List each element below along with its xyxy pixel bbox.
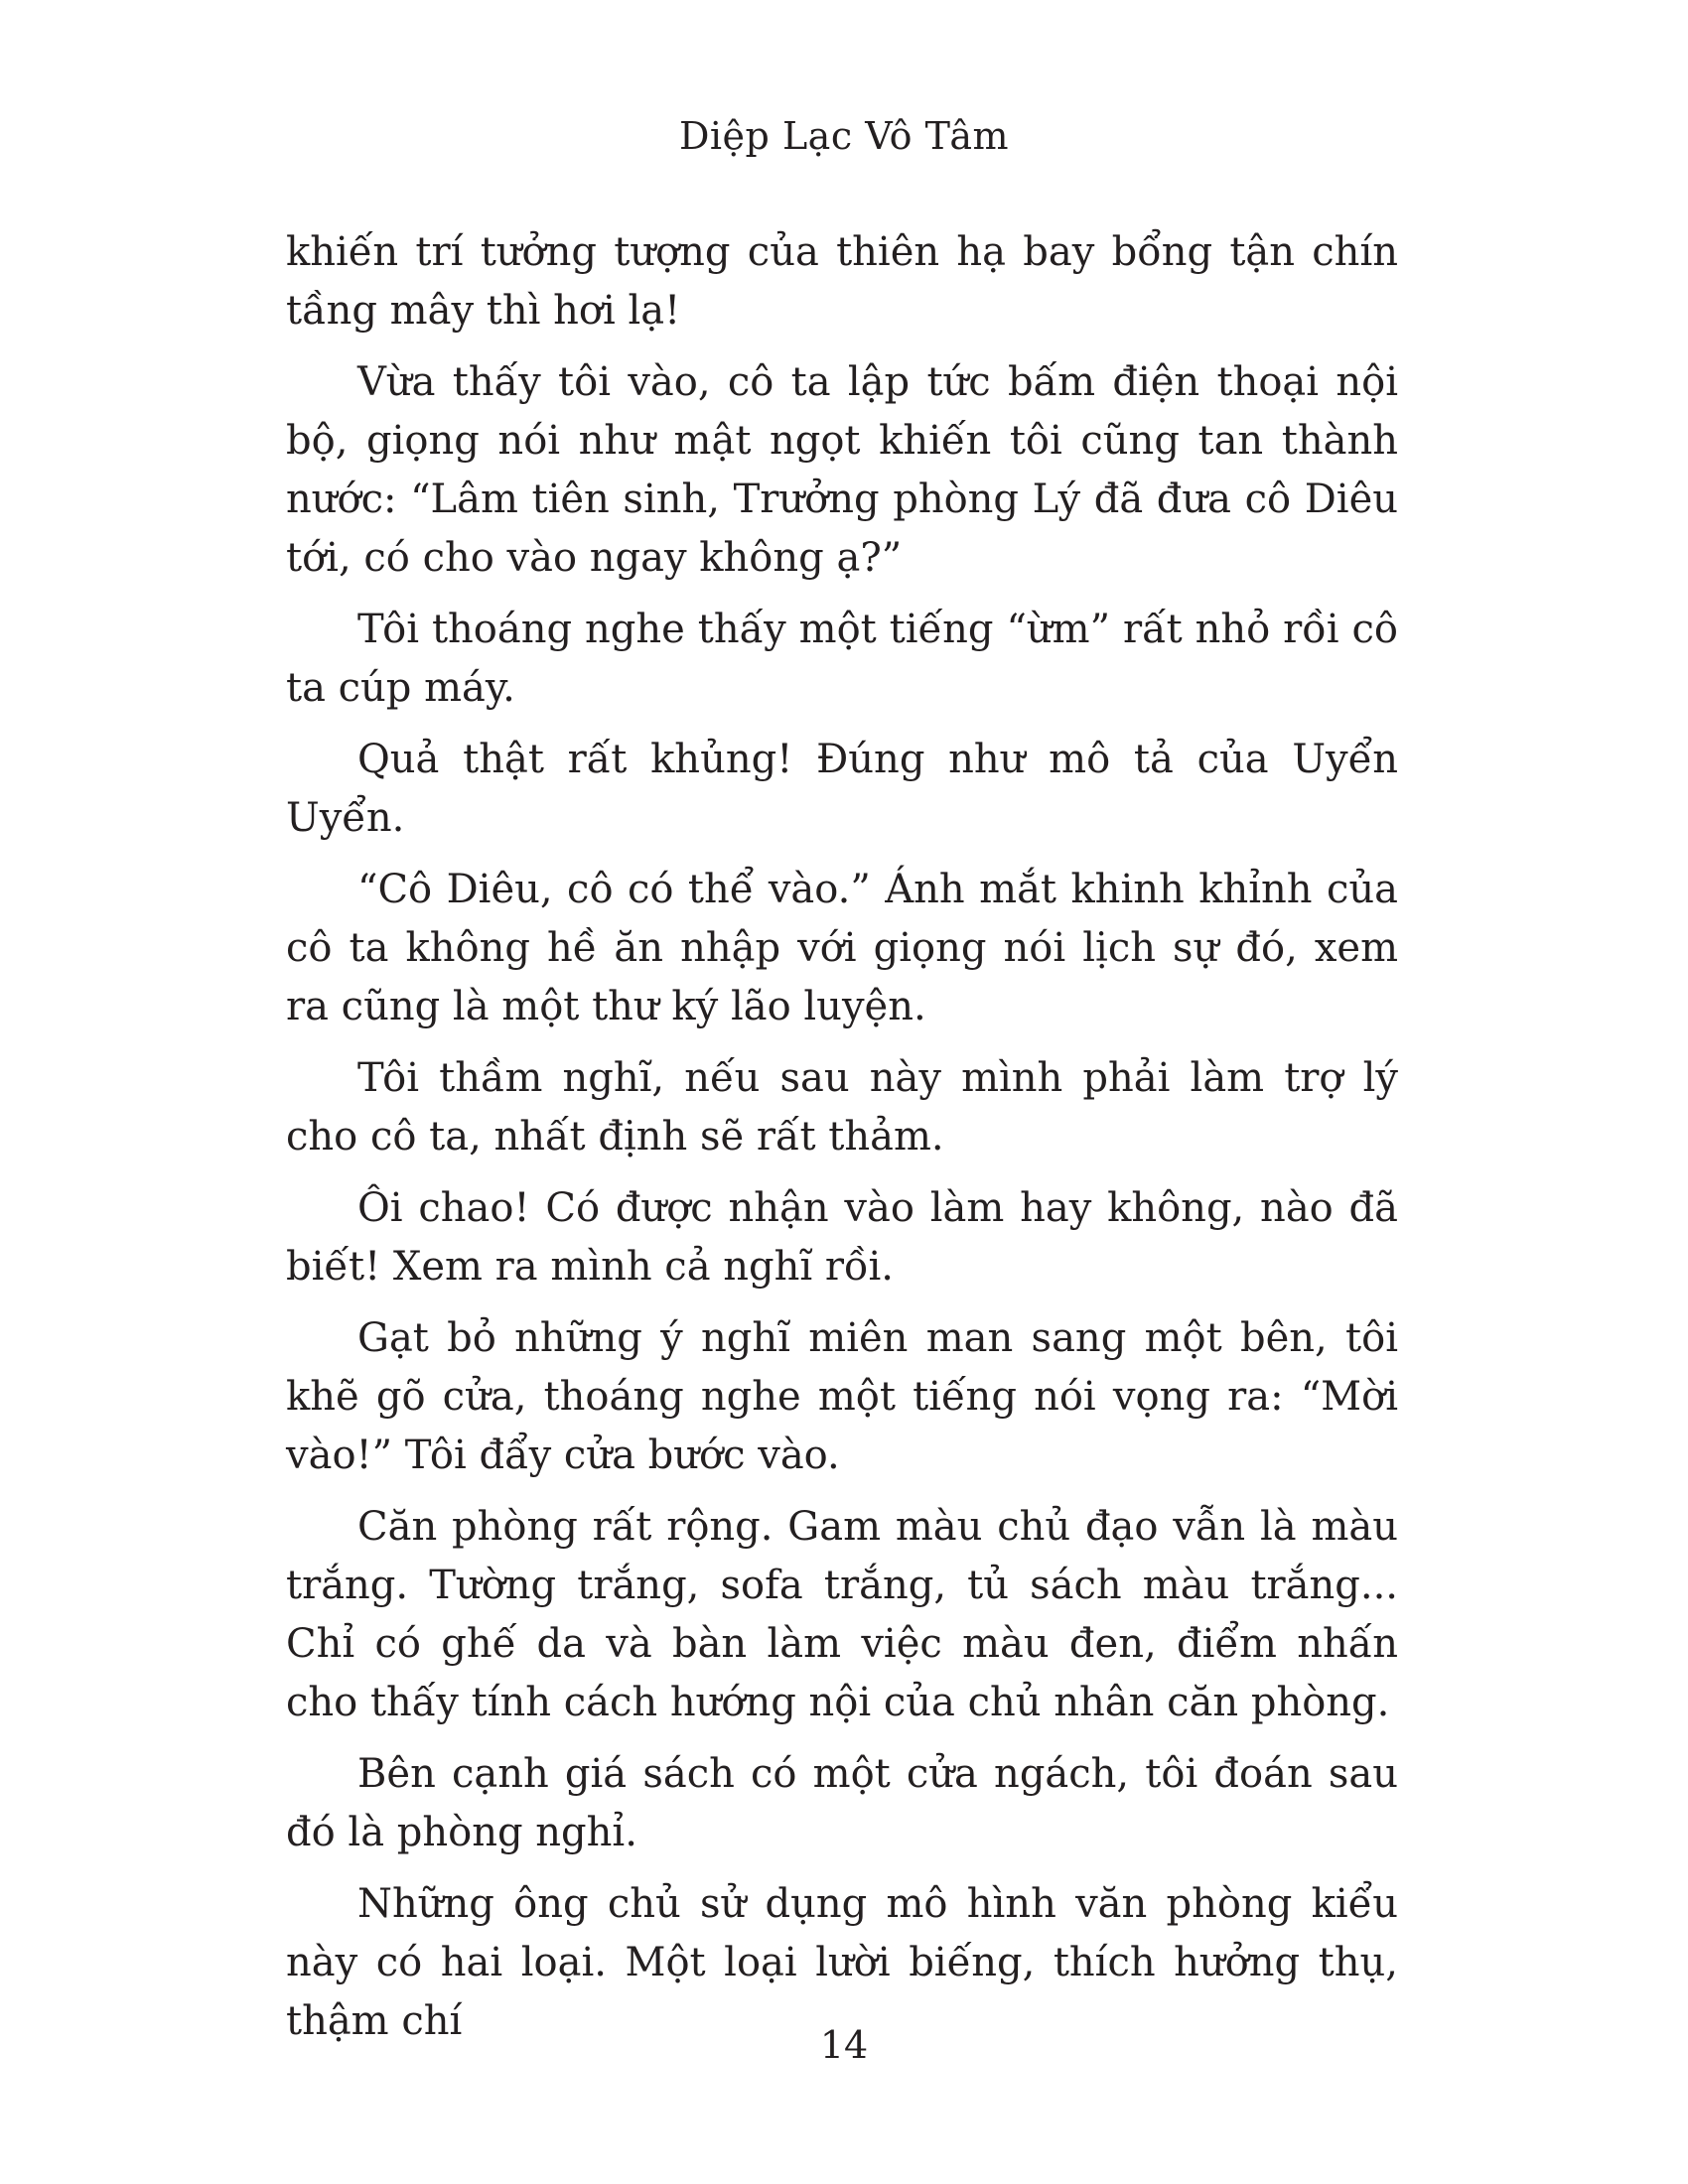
paragraph: Ôi chao! Có được nhận vào làm hay không, nào đã biết! Xem ra mình cả nghĩ rồi.	[286, 1185, 1398, 1290]
paragraph: Căn phòng rất rộng. Gam màu chủ đạo vẫn là màu trắng. Tường trắng, sofa trắng, tủ sách màu trắng... Chỉ có ghế da và bàn làm việc màu đen, điểm nhấn cho thấy tính cách hướng nội của chủ nhân căn phòng.	[286, 1504, 1398, 1725]
page-number: 14	[819, 2023, 869, 2067]
paragraph: Tôi thoáng nghe thấy một tiếng “ừm” rất nhỏ rồi cô ta cúp máy.	[286, 607, 1398, 711]
paragraph: Tôi thầm nghĩ, nếu sau này mình phải làm trợ lý cho cô ta, nhất định sẽ rất thảm.	[286, 1055, 1398, 1160]
paragraph: Những ông chủ sử dụng mô hình văn phòng kiểu này có hai loại. Một loại lười biếng, thích hưởng thụ, thậm chí	[286, 1881, 1398, 2044]
paragraph: “Cô Diêu, cô có thể vào.” Ánh mắt khinh khỉnh của cô ta không hề ăn nhập với giọng nói lịch sự đó, xem ra cũng là một thư ký lão luyện.	[286, 867, 1398, 1029]
body-text	[286, 223, 1398, 2064]
paragraph: Bên cạnh giá sách có một cửa ngách, tôi đoán sau đó là phòng nghỉ.	[286, 1751, 1398, 1855]
paragraph: Vừa thấy tôi vào, cô ta lập tức bấm điện thoại nội bộ, giọng nói như mật ngọt khiến tôi cũng tan thành nước: “Lâm tiên sinh, Trưởng phòng Lý đã đưa cô Diêu tới, có cho vào ngay không ạ?”	[286, 359, 1398, 581]
paragraph: khiến trí tưởng tượng của thiên hạ bay bổng tận chín tầng mây thì hơi lạ!	[286, 229, 1398, 334]
paragraph: Quả thật rất khủng! Đúng như mô tả của Uyển Uyển.	[286, 737, 1398, 841]
running-header: Diệp Lạc Vô Tâm	[678, 114, 1010, 158]
paragraph: Gạt bỏ những ý nghĩ miên man sang một bên, tôi khẽ gõ cửa, thoáng nghe một tiếng nói vọng ra: “Mời vào!” Tôi đẩy cửa bước vào.	[286, 1315, 1398, 1478]
